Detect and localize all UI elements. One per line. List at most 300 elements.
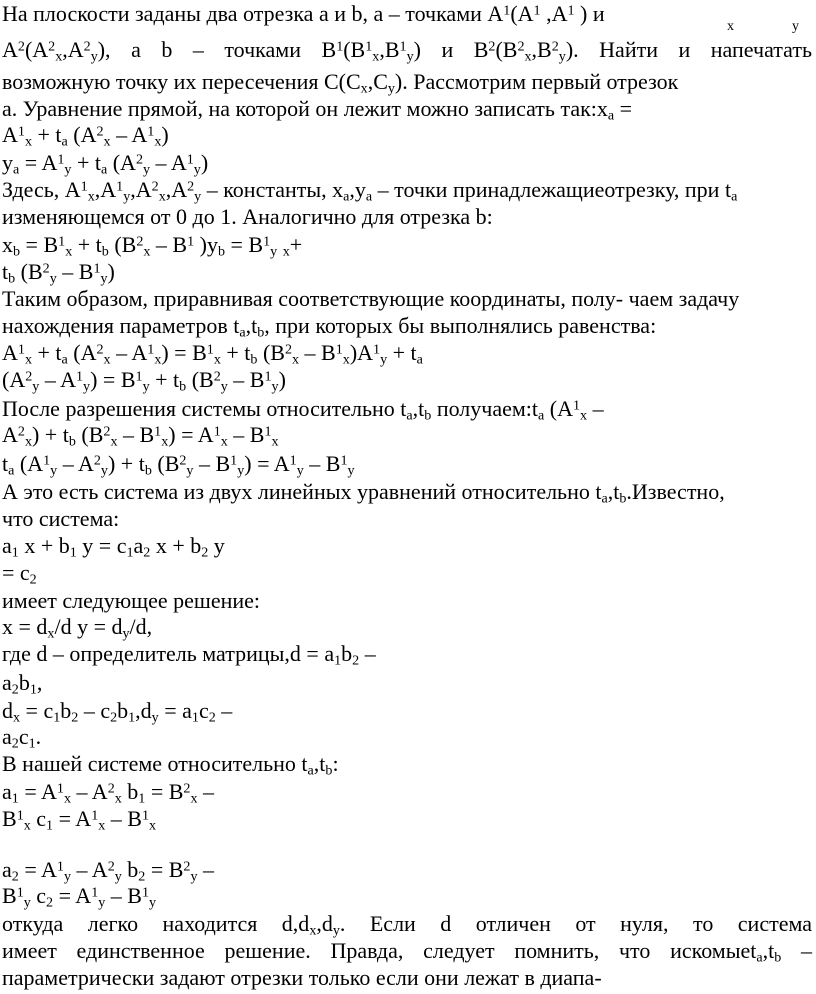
text-run: где d – определитель матрицы,d = a: [2, 641, 335, 666]
subscript: x: [87, 188, 95, 205]
subscript: a: [307, 762, 314, 779]
subscript: x: [24, 351, 32, 368]
subscript: y: [380, 351, 388, 368]
text-run: – A: [39, 367, 76, 392]
text-run: = B: [145, 857, 184, 882]
subscript: y: [194, 188, 202, 205]
stray-subscript-x: x: [727, 19, 734, 34]
text-run: (B: [343, 37, 366, 62]
subscript: 2: [352, 652, 360, 669]
subscript: 1: [29, 681, 37, 698]
supscript: 1: [17, 341, 25, 358]
text-run: , при которых бы выполнялись равенства:: [264, 313, 657, 338]
supscript: 2: [183, 858, 191, 875]
text-run: )y: [194, 232, 218, 257]
subscript: b: [774, 949, 782, 966]
text-run: .: [35, 724, 42, 749]
text-run: = c: [20, 698, 54, 723]
supscript: 1: [335, 341, 343, 358]
supscript: 1: [57, 151, 65, 168]
text-run: = A: [53, 806, 92, 831]
text-run: (B: [257, 340, 285, 365]
text-run: a. Уравнение прямой, на которой он лежит можно записать так:x: [2, 96, 608, 121]
text-run: ,t: [245, 313, 258, 338]
supscript: 2: [551, 38, 559, 55]
text-run: (A: [67, 122, 97, 147]
text-line: [2, 964, 602, 991]
text-run: c: [30, 883, 47, 908]
subscript: x: [103, 133, 111, 150]
subscript: b: [325, 762, 333, 779]
subscript: y: [114, 868, 122, 885]
text-run: – A: [57, 451, 94, 476]
text-run: a: [2, 779, 12, 804]
subscript: y: [49, 270, 57, 287]
subscript: x: [65, 243, 73, 260]
text-run: ,A: [165, 177, 188, 202]
text-run: y: [2, 150, 13, 175]
text-line: [2, 613, 152, 640]
subscript: y: [406, 48, 414, 65]
text-run: откуда легко находится d,d: [2, 911, 310, 936]
supscript: 1: [206, 341, 214, 358]
subscript: x: [190, 790, 198, 807]
subscript: y: [32, 378, 40, 395]
text-run: b: [121, 779, 139, 804]
supscript: 2: [107, 858, 115, 875]
subscript: y: [142, 378, 150, 395]
subscript: x: [161, 433, 169, 450]
supscript: 2: [96, 123, 104, 140]
text-line: [2, 285, 739, 312]
text-run: =: [614, 96, 633, 121]
supscript: 1: [187, 233, 195, 250]
subscript: a: [343, 188, 350, 205]
subscript: 1: [46, 817, 54, 834]
text-run: ,d: [135, 698, 152, 723]
text-line: [2, 149, 208, 176]
supscript: 1: [186, 151, 194, 168]
text-run: = A: [19, 150, 58, 175]
text-run: (A: [67, 340, 97, 365]
text-run: ,B: [379, 37, 400, 62]
text-run: c: [18, 724, 29, 749]
supscript: 2: [25, 368, 33, 385]
text-run: ), а b – точками B: [97, 37, 337, 62]
text-line: [2, 339, 423, 366]
subscript: 1: [11, 544, 19, 561]
text-run: Здесь, A: [2, 177, 81, 202]
supscript: 1: [340, 452, 348, 469]
subscript: a: [731, 188, 738, 205]
subscript: x: [271, 433, 279, 450]
supscript: 2: [135, 151, 143, 168]
text-run: – B: [299, 340, 336, 365]
subscript: y: [332, 922, 340, 939]
supscript: 1: [43, 452, 51, 469]
supscript: 2: [42, 260, 50, 277]
text-run: ) = A: [168, 422, 214, 447]
subscript: 2: [138, 868, 146, 885]
subscript: y: [63, 868, 71, 885]
subscript: y: [558, 48, 566, 65]
text-run: ,t: [762, 938, 775, 963]
text-run: = A: [18, 779, 57, 804]
subscript: 1: [28, 735, 36, 752]
text-run: – B: [105, 883, 142, 908]
subscript: y: [90, 48, 98, 65]
text-run: –: [215, 698, 233, 723]
subscript: y: [271, 378, 279, 395]
text-run: – константы, x: [201, 177, 344, 202]
supscript: 1: [16, 884, 24, 901]
text-run: (B: [495, 37, 518, 62]
supscript: 1: [91, 807, 99, 824]
subscript: a: [239, 324, 246, 341]
text-run: ): [161, 122, 169, 147]
supscript: 2: [136, 233, 144, 250]
text-line: [2, 750, 339, 777]
text-run: + t: [387, 340, 417, 365]
supscript: 1: [147, 123, 155, 140]
subscript: x: [23, 817, 31, 834]
text-line: [2, 0, 605, 27]
subscript: y: [190, 868, 198, 885]
supscript: 2: [517, 38, 525, 55]
text-run: b: [117, 698, 129, 723]
supscript: 1: [373, 341, 381, 358]
text-line: [2, 203, 493, 230]
text-run: ,: [36, 670, 43, 695]
supscript: 1: [58, 233, 66, 250]
subscript: x: [372, 48, 380, 65]
supscript: 1: [91, 884, 99, 901]
text-run: ,t: [412, 396, 425, 421]
text-run: A: [2, 37, 18, 62]
subscript: 1: [138, 790, 146, 807]
text-run: получаем:t: [431, 396, 539, 421]
text-run: . Если d отличен от нуля, то система: [339, 911, 813, 936]
text-run: ,A: [130, 177, 152, 202]
supscript: 1: [289, 452, 297, 469]
subscript: x: [524, 48, 532, 65]
supscript: 2: [48, 38, 56, 55]
supscript: 1: [264, 368, 272, 385]
text-run: B: [2, 806, 17, 831]
text-line: [2, 176, 737, 203]
text-run: y = c: [76, 533, 127, 558]
subscript: 2: [143, 544, 151, 561]
subscript: 2: [11, 868, 19, 885]
text-run: .Известно,: [626, 479, 725, 504]
text-line: [2, 366, 286, 393]
text-run: +: [289, 232, 303, 257]
subscript: a: [607, 107, 615, 124]
text-run: –: [197, 779, 215, 804]
subscript: x: [158, 188, 166, 205]
subscript: x: [213, 351, 221, 368]
subscript: y: [83, 378, 91, 395]
text-run: )A: [349, 340, 374, 365]
supscript: 2: [17, 423, 25, 440]
text-run: x + b: [150, 533, 202, 558]
supscript: 1: [56, 858, 64, 875]
text-run: (B: [108, 232, 137, 257]
text-run: –: [781, 938, 813, 963]
text-run: ) и B: [413, 37, 489, 62]
text-run: + t: [72, 232, 102, 257]
supscript: 2: [83, 38, 91, 55]
supscript: 1: [17, 123, 25, 140]
text-run: –: [587, 396, 604, 421]
supscript: 1: [263, 233, 271, 250]
subscript: y: [186, 462, 194, 479]
text-run: (B: [186, 367, 214, 392]
text-line: [2, 640, 376, 667]
supscript: 1: [399, 38, 407, 55]
text-run: изменяющемся от 0 до 1. Аналогично для отрезка b:: [2, 204, 493, 229]
subscript: a: [365, 188, 373, 205]
text-run: ): [200, 150, 209, 175]
text-run: (A: [510, 1, 534, 26]
subscript: 2: [11, 681, 19, 698]
text-run: ,d: [316, 911, 333, 936]
text-line: [2, 669, 42, 696]
subscript: y: [122, 625, 130, 642]
text-line: [2, 36, 812, 63]
text-run: (A: [14, 451, 44, 476]
text-run: b: [341, 641, 353, 666]
text-run: имеет следующее решение:: [2, 588, 261, 613]
subscript: y: [100, 462, 108, 479]
text-run: – A: [150, 150, 187, 175]
subscript: a: [8, 462, 15, 479]
subscript: x: [24, 433, 32, 450]
subscript: x: [342, 351, 350, 368]
text-run: a: [2, 724, 12, 749]
text-run: a: [2, 670, 12, 695]
text-run: ,t: [313, 751, 326, 776]
subscript: a: [416, 351, 423, 368]
subscript: y: [100, 270, 108, 287]
text-line: [2, 697, 232, 724]
text-line: [2, 421, 279, 448]
text-run: + t: [71, 150, 101, 175]
subscript: y: [296, 462, 304, 479]
text-run: После разрешения системы относительно t: [2, 396, 407, 421]
text-run: ) + t: [31, 422, 69, 447]
text-run: = A: [53, 883, 92, 908]
text-run: ,A: [94, 177, 117, 202]
text-run: = c: [2, 560, 30, 585]
text-run: (A: [544, 396, 573, 421]
text-run: b: [18, 670, 30, 695]
supscript: 1: [141, 884, 150, 901]
supscript: 1: [56, 780, 64, 797]
supscript: 1: [230, 452, 238, 469]
subscript: b: [217, 243, 226, 260]
subscript: b: [8, 270, 16, 287]
text-run: = B: [145, 779, 184, 804]
stray-subscript-y: y: [792, 19, 799, 34]
subscript: y: [149, 894, 157, 911]
subscript: x: [282, 243, 290, 260]
text-line: [2, 258, 115, 285]
text-run: Таким образом, приравнивая соответствующие координаты, полу- чаем задачу: [2, 286, 740, 311]
subscript: b: [144, 462, 152, 479]
text-line: [2, 882, 156, 909]
text-run: A: [2, 422, 18, 447]
subscript: y: [347, 462, 355, 479]
supscript: 1: [154, 423, 162, 440]
subscript: x: [220, 433, 228, 450]
text-run: – A: [110, 340, 148, 365]
text-run: ): [107, 259, 115, 284]
subscript: y: [50, 462, 58, 479]
supscript: 2: [93, 452, 101, 469]
subscript: b: [619, 490, 627, 507]
subscript: 2: [29, 571, 37, 588]
subscript: a: [61, 351, 68, 368]
supscript: 1: [533, 2, 541, 19]
text-run: ,B: [531, 37, 552, 62]
text-run: На плоскости заданы два отрезка a и b, a – точками A: [2, 1, 504, 26]
subscript: y: [98, 894, 106, 911]
supscript: 1: [567, 2, 575, 19]
supscript: 1: [16, 807, 24, 824]
text-run: ) = B: [161, 340, 207, 365]
text-run: – B: [227, 367, 265, 392]
subscript: 2: [71, 709, 79, 726]
text-run: :: [332, 751, 339, 776]
supscript: 2: [151, 178, 159, 195]
text-run: = B: [20, 232, 59, 257]
text-line: [2, 587, 260, 614]
subscript: y: [193, 161, 201, 178]
text-line: [2, 723, 41, 750]
text-line: [2, 910, 812, 937]
text-run: В нашей системе относительно t: [2, 751, 308, 776]
text-line: [2, 231, 302, 258]
supscript: 1: [76, 368, 84, 385]
text-line: [2, 559, 37, 586]
text-run: – точки принадлежащиеотрезку, при t: [372, 177, 732, 202]
text-run: – B: [193, 451, 231, 476]
subscript: 2: [208, 709, 216, 726]
text-run: – A: [110, 122, 148, 147]
text-run: – B: [117, 422, 155, 447]
supscript: 1: [141, 807, 150, 824]
text-run: – B: [303, 451, 341, 476]
text-run: параметрически задают отрезки только если они лежат в диапа-: [2, 965, 602, 990]
subscript: b: [13, 243, 21, 260]
text-run: – A: [71, 857, 108, 882]
text-run: ,C: [367, 69, 388, 94]
text-run: ,y: [349, 177, 366, 202]
subscript: x: [292, 351, 300, 368]
text-run: t: [2, 259, 9, 284]
text-run: = A: [18, 857, 57, 882]
text-run: + t: [31, 122, 62, 147]
subscript: b: [101, 243, 109, 260]
subscript: 2: [46, 894, 54, 911]
subscript: b: [179, 378, 187, 395]
text-run: x: [2, 232, 13, 257]
subscript: x: [360, 80, 368, 97]
text-run: b: [121, 857, 139, 882]
text-run: = B: [225, 232, 264, 257]
subscript: a: [538, 407, 545, 424]
text-run: ) = A: [244, 451, 290, 476]
text-run: – B: [150, 232, 188, 257]
text-line: [2, 68, 678, 95]
text-run: (B: [151, 451, 180, 476]
supscript: 2: [107, 780, 115, 797]
subscript: x: [47, 625, 55, 642]
text-run: (A: [24, 37, 49, 62]
text-run: y: [208, 533, 225, 558]
text-run: ) и: [574, 1, 605, 26]
subscript: 1: [191, 709, 199, 726]
subscript: a: [100, 161, 108, 178]
supscript: 1: [264, 423, 272, 440]
subscript: a: [61, 133, 68, 150]
text-run: = a: [158, 698, 192, 723]
text-run: ). Рассмотрим первый отрезок: [394, 69, 679, 94]
subscript: x: [103, 351, 111, 368]
text-run: a: [133, 533, 144, 558]
text-run: b: [60, 698, 72, 723]
subscript: y: [237, 462, 245, 479]
subscript: 2: [110, 709, 118, 726]
subscript: b: [68, 433, 76, 450]
subscript: y: [142, 161, 151, 178]
text-run: –: [359, 641, 376, 666]
text-line: [2, 778, 214, 805]
subscript: 1: [126, 544, 134, 561]
text-run: – c: [78, 698, 111, 723]
subscript: x: [154, 351, 162, 368]
supscript: 1: [116, 178, 124, 195]
subscript: x: [114, 790, 122, 807]
subscript: x: [110, 433, 118, 450]
text-run: /d,: [129, 614, 153, 639]
supscript: 2: [17, 38, 25, 55]
subscript: a: [756, 949, 763, 966]
text-line: [2, 121, 169, 148]
supscript: 2: [488, 38, 496, 55]
subscript: a: [601, 490, 608, 507]
text-run: ,A: [540, 1, 568, 26]
text-run: имеет единственное решение. Правда, следует помнить, что искомыеt: [2, 938, 757, 963]
text-line: [2, 532, 225, 559]
text-run: B: [2, 883, 17, 908]
subscript: a: [13, 161, 20, 178]
text-line: [2, 937, 812, 964]
subscript: 1: [128, 709, 136, 726]
text-run: – B: [105, 806, 142, 831]
text-run: d: [2, 698, 13, 723]
text-line: [2, 856, 214, 883]
subscript: x: [55, 48, 63, 65]
text-run: – B: [227, 422, 265, 447]
text-run: + t: [31, 340, 62, 365]
subscript: y: [64, 161, 72, 178]
subscript: y: [23, 894, 31, 911]
supscript: 1: [147, 341, 155, 358]
text-run: ,A: [62, 37, 84, 62]
subscript: y: [270, 243, 278, 260]
